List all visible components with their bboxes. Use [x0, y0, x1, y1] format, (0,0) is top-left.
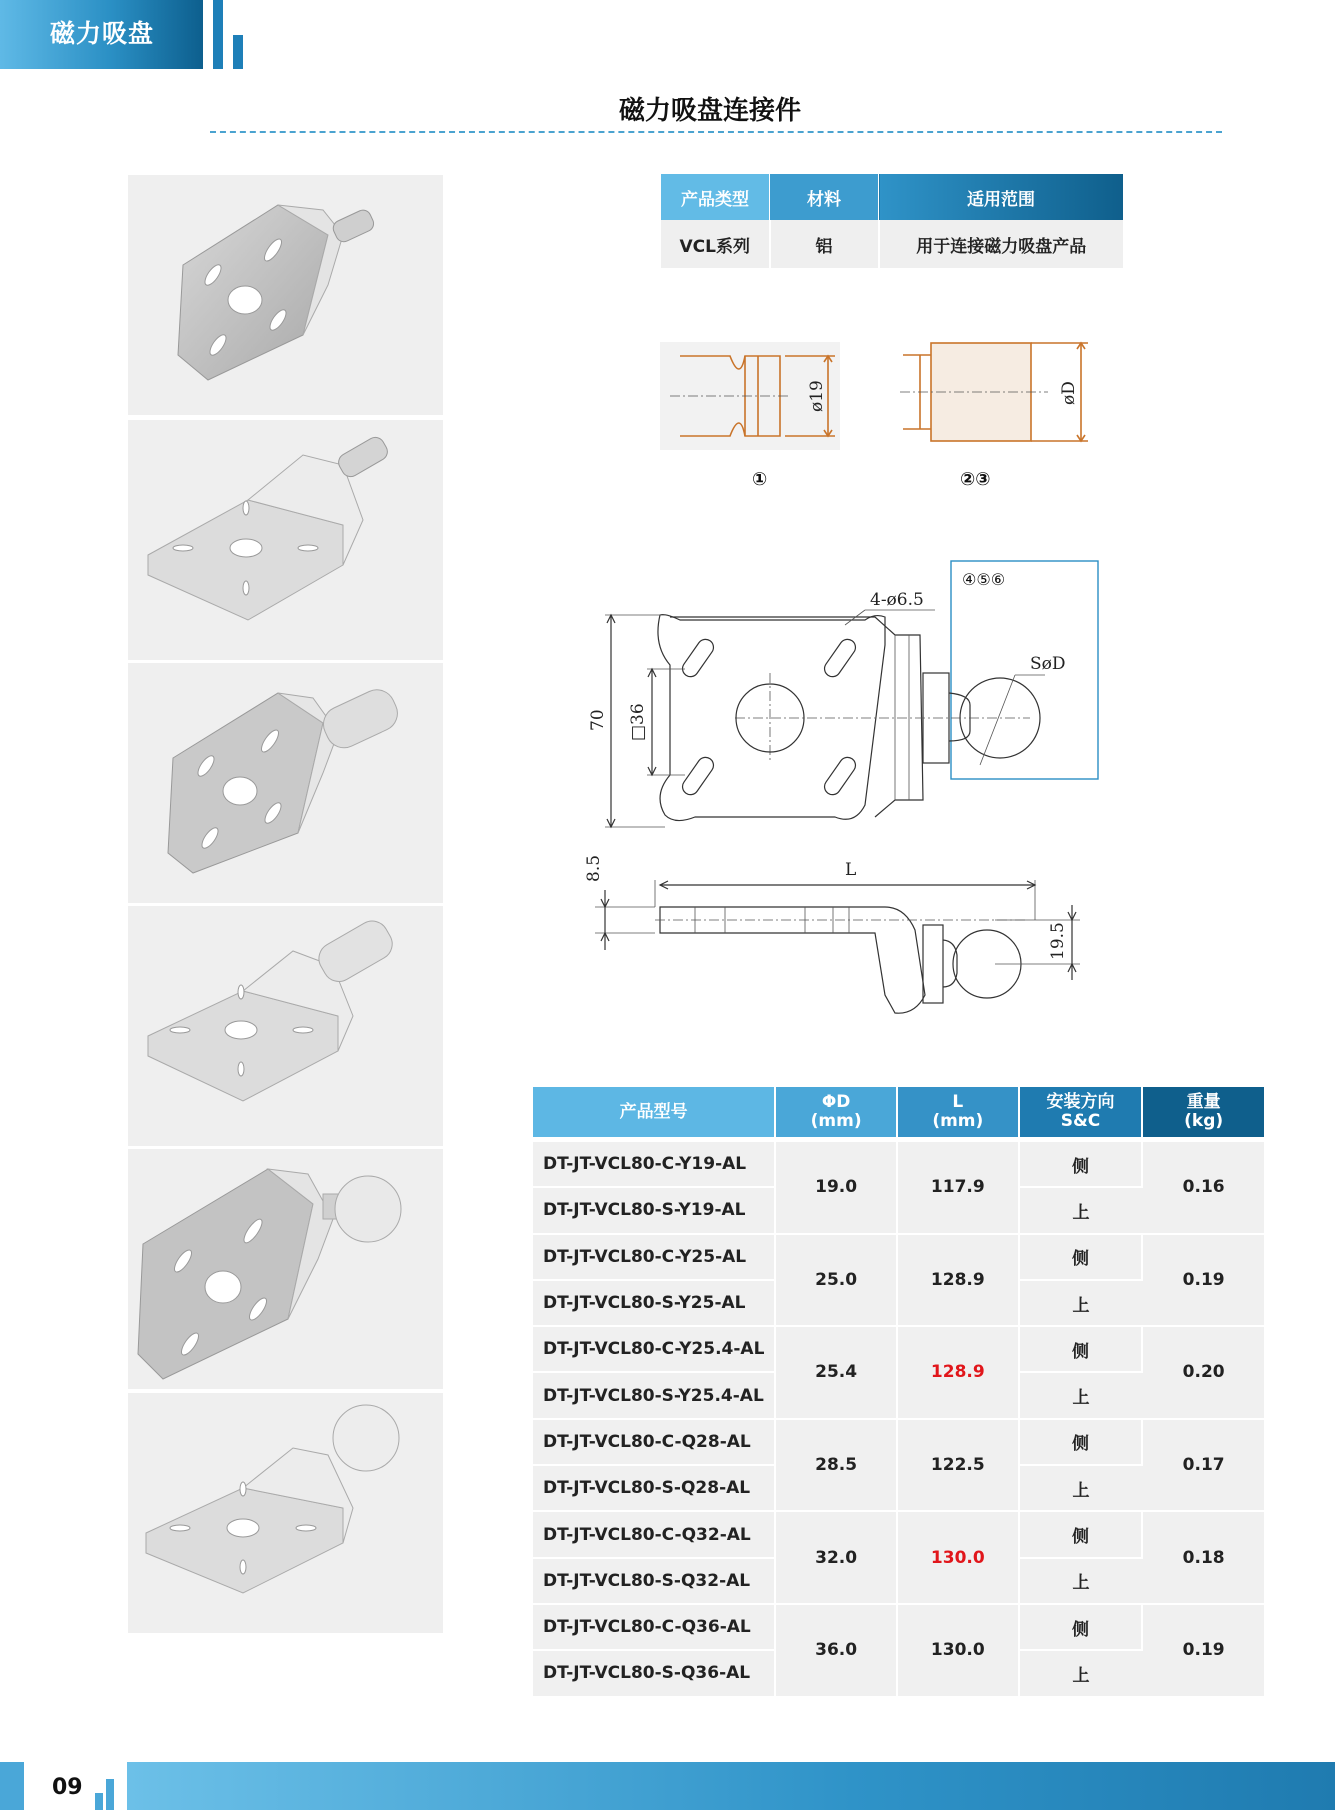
bracket-thickness-dim: 8.5: [584, 854, 604, 882]
direction-cell: 侧: [1019, 1234, 1143, 1280]
spec-material: 铝: [770, 220, 879, 268]
diameter-cell: 36.0: [775, 1604, 897, 1697]
table-row: [533, 1141, 1264, 1187]
model-cell: DT-JT-VCL80-C-Y25-AL: [533, 1234, 775, 1280]
length-cell: 130.0: [897, 1511, 1019, 1604]
footer-accent-bar: [106, 1779, 114, 1810]
model-cell: DT-JT-VCL80-C-Q32-AL: [533, 1511, 775, 1557]
length-cell: 117.9: [897, 1141, 1019, 1234]
direction-cell: 侧: [1019, 1604, 1143, 1650]
model-cell: DT-JT-VCL80-S-Q28-AL: [533, 1465, 775, 1511]
model-cell: DT-JT-VCL80-S-Y25-AL: [533, 1280, 775, 1326]
header-model: [533, 1087, 775, 1137]
model-cell: DT-JT-VCL80-S-Q36-AL: [533, 1650, 775, 1696]
weight-cell: 0.20: [1142, 1326, 1264, 1419]
header-weight-unit: (kg): [1184, 1111, 1224, 1131]
bracket-ball-label: ④⑤⑥: [962, 570, 1006, 589]
bracket-side-view: [575, 845, 1090, 1025]
direction-cell: 上: [1019, 1372, 1143, 1418]
product-photo-4: [128, 906, 443, 1146]
model-cell: DT-JT-VCL80-C-Q36-AL: [533, 1604, 775, 1650]
bracket-square-dim: □36: [628, 703, 648, 741]
spec-header-type: 产品类型: [661, 174, 770, 220]
bracket-length-dim: L: [845, 860, 857, 880]
product-photo-6: [128, 1393, 443, 1633]
weight-cell: 0.17: [1142, 1419, 1264, 1512]
table-row: [533, 1511, 1264, 1557]
table-row: [533, 1419, 1264, 1465]
diameter-cell: 25.0: [775, 1234, 897, 1327]
header-direction: [1019, 1087, 1143, 1137]
header-diameter: [775, 1087, 897, 1137]
header-length-unit: (mm): [932, 1111, 984, 1131]
shaft-2-label: ②③: [960, 469, 991, 490]
model-cell: DT-JT-VCL80-S-Y25.4-AL: [533, 1372, 775, 1418]
title-divider: [210, 131, 1222, 133]
footer-band: [127, 1762, 1335, 1810]
direction-cell: 上: [1019, 1558, 1143, 1604]
model-cell: DT-JT-VCL80-C-Y25.4-AL: [533, 1326, 775, 1372]
table-row: [533, 1604, 1264, 1650]
table-row: [533, 1326, 1264, 1372]
direction-cell: 上: [1019, 1650, 1143, 1696]
product-table: [533, 1087, 1264, 1698]
spec-header-material: 材料: [770, 174, 879, 220]
bracket-holes-dim: 4-ø6.5: [870, 590, 924, 610]
direction-cell: 侧: [1019, 1511, 1143, 1557]
header-accent-bar: [213, 0, 223, 69]
page-number: 09: [52, 1775, 83, 1800]
header-weight: [1142, 1087, 1264, 1137]
direction-cell: 上: [1019, 1280, 1143, 1326]
shaft-drawing-1: [660, 342, 840, 450]
header-weight-label: 重量: [1186, 1092, 1221, 1113]
header-diameter-label: ΦD: [821, 1092, 851, 1113]
spec-table: [661, 174, 1123, 268]
diameter-cell: 28.5: [775, 1419, 897, 1512]
shaft-2-dim: øD: [1059, 381, 1079, 405]
direction-cell: 侧: [1019, 1326, 1143, 1372]
shaft-1-dim: ø19: [807, 380, 827, 412]
shaft-drawing-2: [898, 337, 1093, 447]
direction-cell: 侧: [1019, 1419, 1143, 1465]
table-row: [533, 1234, 1264, 1280]
product-table-body: [533, 1141, 1264, 1697]
model-cell: DT-JT-VCL80-S-Y19-AL: [533, 1187, 775, 1233]
length-cell: 128.9: [897, 1234, 1019, 1327]
model-cell: DT-JT-VCL80-C-Q28-AL: [533, 1419, 775, 1465]
model-cell: DT-JT-VCL80-S-Q32-AL: [533, 1558, 775, 1604]
product-photo-1: [128, 175, 443, 415]
header-length: [897, 1087, 1019, 1137]
spec-scope: 用于连接磁力吸盘产品: [879, 220, 1124, 268]
section-title: 磁力吸盘: [50, 19, 155, 48]
product-photo-5: [128, 1149, 443, 1389]
header-accent-bar: [233, 35, 243, 69]
weight-cell: 0.16: [1142, 1141, 1264, 1234]
product-photo-2: [128, 420, 443, 660]
diameter-cell: 25.4: [775, 1326, 897, 1419]
weight-cell: 0.18: [1142, 1511, 1264, 1604]
length-cell: 122.5: [897, 1419, 1019, 1512]
diameter-cell: 19.0: [775, 1141, 897, 1234]
bracket-ball-dim: SøD: [1030, 654, 1066, 674]
header-diameter-unit: (mm): [810, 1111, 862, 1131]
footer-left-band: [0, 1762, 24, 1810]
length-cell: 128.9: [897, 1326, 1019, 1419]
bracket-height-dim: 70: [588, 709, 608, 731]
shaft-1-label: ①: [752, 469, 768, 490]
header-direction-label: 安装方向: [1046, 1092, 1115, 1113]
header-direction-unit: S&C: [1060, 1111, 1101, 1131]
bracket-offset-dim: 19.5: [1048, 922, 1068, 960]
product-photo-3: [128, 663, 443, 903]
spec-type: VCL系列: [661, 220, 770, 268]
page-title: 磁力吸盘连接件: [618, 96, 801, 126]
model-cell: DT-JT-VCL80-C-Y19-AL: [533, 1141, 775, 1187]
direction-cell: 侧: [1019, 1141, 1143, 1187]
length-cell: 130.0: [897, 1604, 1019, 1697]
bracket-top-view: [575, 555, 1130, 830]
weight-cell: 0.19: [1142, 1604, 1264, 1697]
direction-cell: 上: [1019, 1187, 1143, 1233]
spec-header-scope: 适用范围: [879, 174, 1124, 220]
diameter-cell: 32.0: [775, 1511, 897, 1604]
header-length-label: L: [952, 1092, 964, 1113]
weight-cell: 0.19: [1142, 1234, 1264, 1327]
footer-accent-bar: [95, 1793, 103, 1810]
header-model-label: 产品型号: [619, 1101, 688, 1122]
direction-cell: 上: [1019, 1465, 1143, 1511]
